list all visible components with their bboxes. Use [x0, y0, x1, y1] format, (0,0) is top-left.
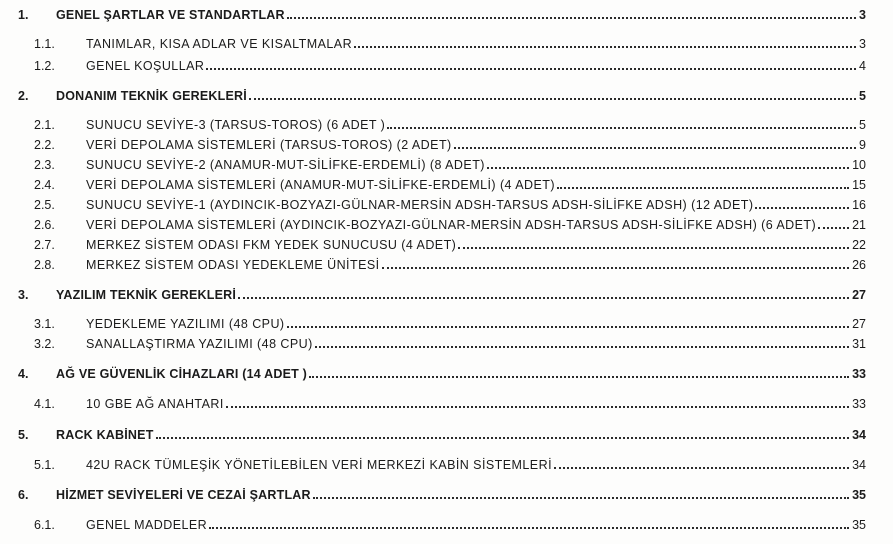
toc-section[interactable]: [0, 4, 893, 24]
dot-leader: [818, 227, 849, 229]
toc-section[interactable]: [0, 484, 893, 504]
dot-leader: [557, 187, 849, 189]
toc-subsection[interactable]: [0, 393, 893, 413]
toc-subsection[interactable]: [0, 234, 893, 254]
toc-title[interactable]: MERKEZ SİSTEM ODASI YEDEKLEME ÜNİTESİ: [86, 258, 380, 272]
toc-number: 5.1.: [34, 458, 55, 472]
toc-subsection[interactable]: [0, 194, 893, 214]
toc-page-number[interactable]: 27: [852, 288, 866, 302]
toc-section[interactable]: [0, 424, 893, 444]
toc-subsection[interactable]: [0, 254, 893, 274]
toc-title[interactable]: YEDEKLEME YAZILIMI (48 CPU): [86, 317, 285, 331]
toc-page-number[interactable]: 10: [852, 158, 866, 172]
toc-title[interactable]: 42U RACK TÜMLEŞİK YÖNETİLEBİLEN VERİ MERKEZİ KABİN SİSTEMLERİ: [86, 458, 552, 472]
toc-subsection[interactable]: [0, 33, 893, 53]
toc-number: 1.: [18, 8, 29, 22]
toc-title[interactable]: VERİ DEPOLAMA SİSTEMLERİ (ANAMUR-MUT-SİLİFKE-ERDEMLİ) (4 ADET): [86, 178, 555, 192]
toc-entry-line: [56, 288, 866, 302]
dot-leader: [156, 437, 850, 439]
toc-section[interactable]: [0, 85, 893, 105]
toc-entry-line: [86, 258, 866, 272]
toc-entry-line: [86, 518, 866, 532]
toc-title[interactable]: DONANIM TEKNİK GEREKLERİ: [56, 89, 247, 103]
toc-entry-line: [56, 488, 866, 502]
toc-entry-line: [56, 8, 866, 22]
toc-number: 6.: [18, 488, 29, 502]
toc-number: 4.: [18, 367, 29, 381]
toc-subsection[interactable]: [0, 114, 893, 134]
toc-page-number[interactable]: 22: [852, 238, 866, 252]
toc-title[interactable]: RACK KABİNET: [56, 428, 154, 442]
toc-entry-line: [86, 198, 866, 212]
dot-leader: [387, 127, 856, 129]
toc-title[interactable]: HİZMET SEVİYELERİ VE CEZAİ ŞARTLAR: [56, 488, 311, 502]
dot-leader: [487, 167, 849, 169]
toc-page-number[interactable]: 5: [859, 89, 866, 103]
toc-subsection[interactable]: [0, 154, 893, 174]
toc-number: 2.5.: [34, 198, 55, 212]
toc-title[interactable]: GENEL ŞARTLAR VE STANDARTLAR: [56, 8, 285, 22]
toc-title[interactable]: SANALLAŞTIRMA YAZILIMI (48 CPU): [86, 337, 313, 351]
dot-leader: [382, 267, 850, 269]
toc-subsection[interactable]: [0, 454, 893, 474]
dot-leader: [238, 297, 849, 299]
toc-page-number[interactable]: 34: [852, 428, 866, 442]
toc-page-number[interactable]: 5: [859, 118, 866, 132]
dot-leader: [315, 346, 849, 348]
toc-entry-line: [86, 458, 866, 472]
toc-title[interactable]: VERİ DEPOLAMA SİSTEMLERİ (TARSUS-TOROS) (2 ADET): [86, 138, 452, 152]
toc-entry-line: [86, 59, 866, 73]
toc-number: 3.1.: [34, 317, 55, 331]
toc-title[interactable]: YAZILIM TEKNİK GEREKLERİ: [56, 288, 237, 302]
toc-number: 2.2.: [34, 138, 55, 152]
toc-page-number[interactable]: 27: [852, 317, 866, 331]
dot-leader: [209, 527, 849, 529]
toc-page-number[interactable]: 35: [852, 518, 866, 532]
toc-page-number[interactable]: 21: [852, 218, 866, 232]
toc-entry-line: [86, 337, 866, 351]
dot-leader: [206, 68, 856, 70]
dot-leader: [755, 207, 849, 209]
toc-number: 2.1.: [34, 118, 55, 132]
toc-number: 2.: [18, 89, 29, 103]
dot-leader: [287, 17, 856, 19]
toc-title[interactable]: VERİ DEPOLAMA SİSTEMLERİ (AYDINCIK-BOZYAZI-GÜLNAR-MERSİN ADSH-TARSUS ADSH-SİLİFKE ADSH) (6 ADET): [86, 218, 817, 232]
dot-leader: [554, 467, 849, 469]
toc-title[interactable]: 10 GBE AĞ ANAHTARI: [86, 397, 224, 411]
dot-leader: [458, 247, 849, 249]
toc-subsection[interactable]: [0, 514, 893, 534]
toc-section[interactable]: [0, 284, 893, 304]
dot-leader: [287, 326, 850, 328]
toc-subsection[interactable]: [0, 313, 893, 333]
toc-page-number[interactable]: 35: [852, 488, 866, 502]
dot-leader: [354, 46, 856, 48]
toc-title[interactable]: MERKEZ SİSTEM ODASI FKM YEDEK SUNUCUSU (4 ADET): [86, 238, 457, 252]
toc-entry-line: [56, 89, 866, 103]
toc-number: 2.7.: [34, 238, 55, 252]
toc-number: 2.8.: [34, 258, 55, 272]
toc-title[interactable]: TANIMLAR, KISA ADLAR VE KISALTMALAR: [86, 37, 353, 51]
toc-entry-line: [56, 428, 866, 442]
toc-number: 4.1.: [34, 397, 55, 411]
toc-number: 2.3.: [34, 158, 55, 172]
toc-entry-line: [86, 397, 866, 411]
dot-leader: [454, 147, 856, 149]
toc-entry-line: [86, 138, 866, 152]
toc-title[interactable]: AĞ VE GÜVENLİK CİHAZLARI (14 ADET ): [56, 367, 307, 381]
toc-number: 2.6.: [34, 218, 55, 232]
toc-number: 6.1.: [34, 518, 55, 532]
toc-number: 5.: [18, 428, 29, 442]
toc-entry-line: [86, 118, 866, 132]
toc-page-number[interactable]: 33: [852, 397, 866, 411]
toc-subsection[interactable]: [0, 214, 893, 234]
toc-title[interactable]: GENEL KOŞULLAR: [86, 59, 205, 73]
toc-page-number[interactable]: 4: [859, 59, 866, 73]
toc-entry-line: [56, 367, 866, 381]
toc-page-number[interactable]: 26: [852, 258, 866, 272]
toc-page-number[interactable]: 34: [852, 458, 866, 472]
toc-number: 3.: [18, 288, 29, 302]
dot-leader: [309, 376, 849, 378]
toc-entry-line: [86, 158, 866, 172]
toc-title[interactable]: SUNUCU SEVİYE-1 (AYDINCIK-BOZYAZI-GÜLNAR-MERSİN ADSH-TARSUS ADSH-SİLİFKE ADSH) (12 ADET): [86, 198, 754, 212]
toc-page-number[interactable]: 16: [852, 198, 866, 212]
toc-entry-line: [86, 238, 866, 252]
dot-leader: [249, 98, 856, 100]
toc-entry-line: [86, 317, 866, 331]
dot-leader: [226, 406, 849, 408]
toc-entry-line: [86, 37, 866, 51]
toc-page-number[interactable]: 3: [859, 37, 866, 51]
toc-entry-line: [86, 218, 866, 232]
toc-subsection[interactable]: [0, 134, 893, 154]
toc-entry-line: [86, 178, 866, 192]
toc-number: 1.2.: [34, 59, 55, 73]
toc-number: 1.1.: [34, 37, 55, 51]
toc-page-number[interactable]: 33: [852, 367, 866, 381]
toc-number: 2.4.: [34, 178, 55, 192]
toc-page-number[interactable]: 15: [852, 178, 866, 192]
toc-title[interactable]: SUNUCU SEVİYE-3 (TARSUS-TOROS) (6 ADET ): [86, 118, 386, 132]
dot-leader: [313, 497, 849, 499]
toc-subsection[interactable]: [0, 333, 893, 353]
toc-title[interactable]: SUNUCU SEVİYE-2 (ANAMUR-MUT-SİLİFKE-ERDEMLİ) (8 ADET): [86, 158, 485, 172]
toc-page-number[interactable]: 3: [859, 8, 866, 22]
toc-section[interactable]: [0, 363, 893, 383]
toc-page-number[interactable]: 9: [859, 138, 866, 152]
toc-subsection[interactable]: [0, 174, 893, 194]
toc-title[interactable]: GENEL MADDELER: [86, 518, 208, 532]
toc-subsection[interactable]: [0, 55, 893, 75]
toc-page-number[interactable]: 31: [852, 337, 866, 351]
toc-number: 3.2.: [34, 337, 55, 351]
